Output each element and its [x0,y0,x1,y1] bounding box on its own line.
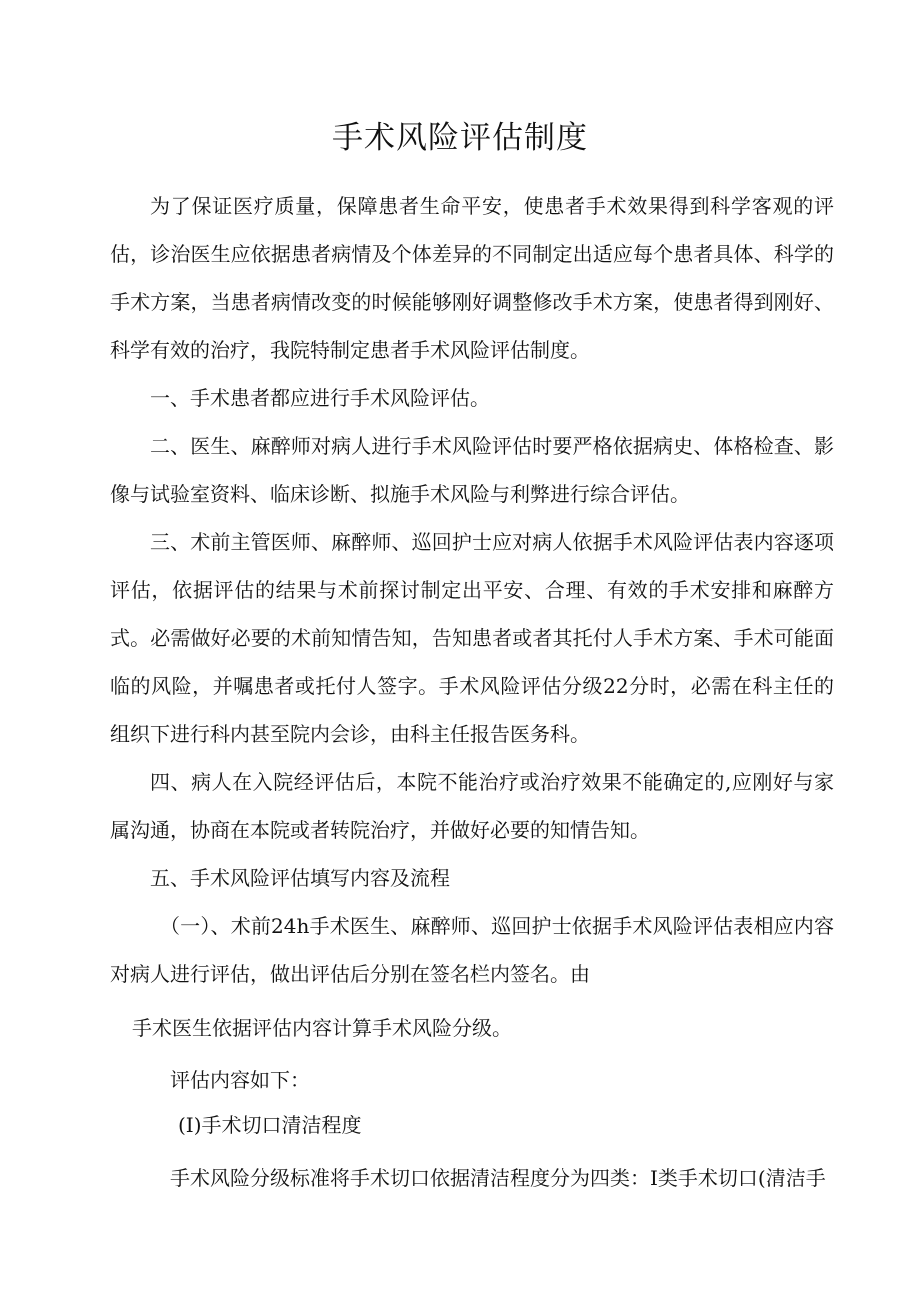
intro-paragraph: 为了保证医疗质量，保障患者生命平安，使患者手术效果得到科学客观的评估，诊治医生应依据患者病情及个体差异的不同制定出适应每个患者具体、科学的手术方案，当患者病情改变的时候能够刚好调整修改手术方案，使患者得到刚好、科学有效的治疗，我院特制定患者手术风险评估制度。 [110,194,834,362]
content-label: 评估内容如下： [170,1068,310,1092]
sub-item-1-paragraph: （一）、术前24h手术医生、麻醉师、巡回护士依据手术风险评估表相应内容对病人进行评估，做出评估后分别在签名栏内签名。由 [110,914,834,986]
section-i-heading: (I)手术切口清洁程度 [178,1113,362,1137]
item-5-heading: 五、手术风险评估填写内容及流程 [150,866,450,890]
sub-item-1-continuation: 手术医生依据评估内容计算手术风险分级。 [132,1016,512,1040]
item-4-paragraph: 四、病人在入院经评估后，本院不能治疗或治疗效果不能确定的,应刚好与家属沟通，协商在本院或者转院治疗，并做好必要的知情告知。 [110,770,834,842]
item-3-paragraph: 三、术前主管医师、麻醉师、巡回护士应对病人依据手术风险评估表内容逐项评估，依据评估的结果与术前探讨制定出平安、合理、有效的手术安排和麻醉方式。必需做好必要的术前知情告知，告知患者或者其托付人手术方案、手术可能面临的风险，并嘱患者或托付人签字。手术风险评估分级22分时，必需在科主任的组织下进行科内甚至院内会诊，由科主任报告医务科。 [110,530,834,746]
classification-text: 手术风险分级标准将手术切口依据清洁程度分为四类：I类手术切口(清洁手 [170,1166,826,1190]
document-title: 手术风险评估制度 [332,120,588,156]
item-1-paragraph: 一、手术患者都应进行手术风险评估。 [150,386,490,410]
item-2-paragraph: 二、医生、麻醉师对病人进行手术风险评估时要严格依据病史、体格检查、影像与试验室资料、临床诊断、拟施手术风险与利弊进行综合评估。 [110,434,834,506]
